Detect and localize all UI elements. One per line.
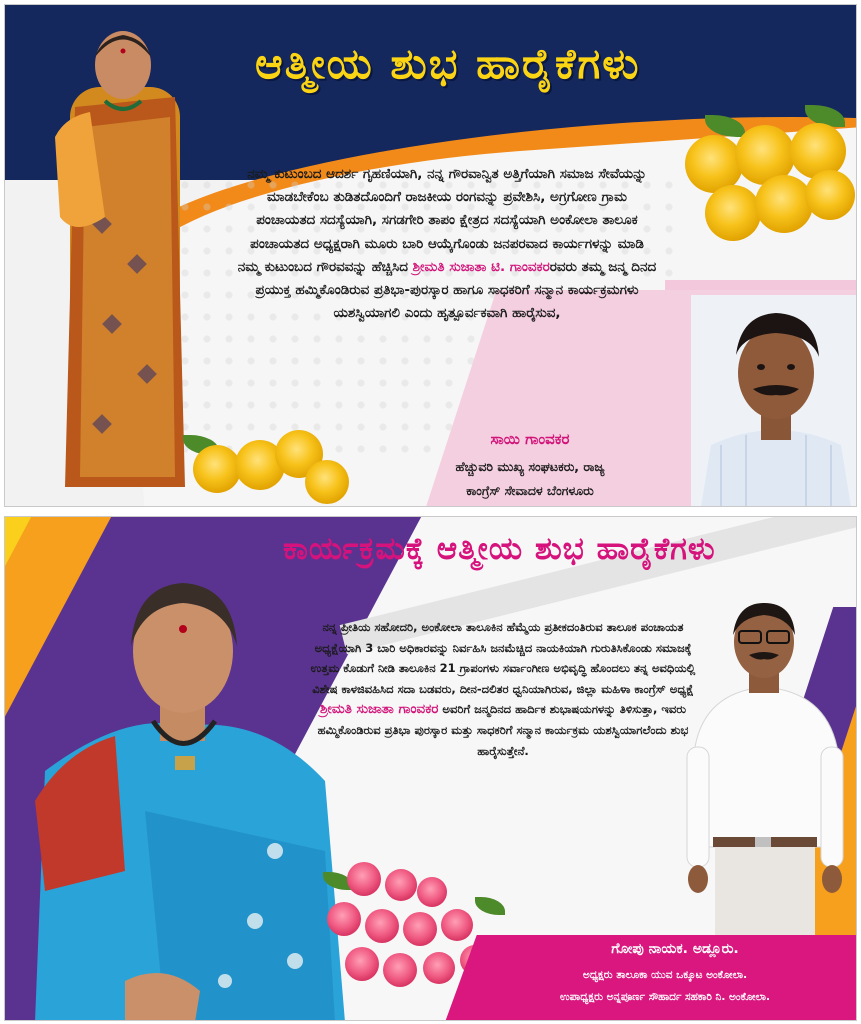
man-portrait-photo — [691, 295, 857, 507]
greeting-ad-top — [4, 4, 857, 507]
ad-top-signatory-org: ಕಾಂಗ್ರೆಸ್ ಸೇವಾದಳ ಬೆಂಗಳೂರು — [466, 483, 594, 498]
ad-bottom-signatory-title: ಅಧ್ಯಕ್ಷರು ತಾಲೂಕಾ ಯುವ ಒಕ್ಕೂಟ ಅಂಕೋಲಾ. — [582, 969, 748, 981]
ad-bottom-signatory-name: ಗೋಪು ನಾಯಕ. ಅಡ್ಲೂರು. — [611, 941, 739, 957]
ad-bottom-body-part2: ಅವರಿಗೆ ಜನ್ಮದಿನದ ಹಾರ್ದಿಕ ಶುಭಾಷಯಗಳನ್ನು ತಿಳಿಸುತ್ತಾ, ಇವರು ಹಮ್ಮಿಕೊಂಡಿರುವ ಪ್ರತಿಭಾ ಪುರಸ್ಕಾರ ಮತ್ತು ಸಾಧಕರಿಗೆ ಸನ್ಮಾನ ಕಾರ್ಯಕ್ರಮ ಯಶಸ್ವಿಯಾಗಲೆಂದು ಶುಭ ಹಾರೈಸುತ್ತೇನೆ. — [317, 702, 689, 758]
ad-bottom-body-part1: ನನ್ನ ಪ್ರೀತಿಯ ಸಹೋದರಿ, ಅಂಕೋಲಾ ತಾಲೂಕಿನ ಹೆಮ್ಮೆಯ ಪ್ರತೀಕದಂತಿರುವ ತಾಲೂಕ ಪಂಚಾಯತ ಅಧ್ಯಕ್ಷೆಯಾಗಿ 3 ಬಾರಿ ಅಧಿಕಾರವನ್ನು ನಿರ್ವಹಿಸಿ ಜನಮೆಚ್ಚಿದ ನಾಯಕಿಯಾಗಿ ಗುರುತಿಸಿಕೊಂಡು ಸಮಾಜಕ್ಕೆ ಉತ್ತಮ ಕೊಡುಗೆ ನೀಡಿ ತಾಲೂಕಿನ 21 ಗ್ರಾಪಂಗಳು ಸರ್ವಾಂಗೀಣ ಅಭಿವೃದ್ಧಿ ಹೊಂದಲು ತನ್ನ ಅವಧಿಯಲ್ಲಿ ವಿಶೇಷ ಕಾಳಜಿವಹಿಸಿದ ಸದಾ ಬಡವರು, ದೀನ-ದಲಿತರ ಧ್ವನಿಯಾಗಿರುವ, ಜಿಲ್ಲಾ ಮಹಿಳಾ ಕಾಂಗ್ರೆಸ್ ಅಧ್ಯಕ್ಷೆ — [310, 620, 696, 696]
ad-bottom-body — [303, 617, 703, 761]
ad-top-highlight-name: ಶ್ರೀಮತಿ ಸುಜಾತಾ ಟಿ. ಗಾಂವಕರ — [412, 258, 550, 275]
ad-top-title: ಆತ್ಮೀಯ ಶುಭ ಹಾರೈಕೆಗಳು — [255, 39, 641, 88]
ad-bottom-title: ಕಾರ್ಯಕ್ರಮಕ್ಕೆ ಆತ್ಮೀಯ ಶುಭ ಹಾರೈಕೆಗಳು — [283, 531, 716, 567]
ad-top-signatory-name: ಸಾಯಿ ಗಾಂವಕರ — [490, 430, 570, 448]
ad-bottom-highlight-name: ಶ್ರೀಮತಿ ಸುಜಾತಾ ಗಾಂವಕರ — [319, 701, 439, 718]
ad-bottom-signatory-org: ಉಪಾಧ್ಯಕ್ಷರು ಅನ್ನಪೂರ್ಣ ಸೌಹಾರ್ದ ಸಹಕಾರಿ ನಿ. ಅಂಕೋಲಾ. — [560, 991, 770, 1003]
woman-portrait-photo — [35, 17, 205, 497]
ad-top-signatory-title: ಹೆಚ್ಚುವರಿ ಮುಖ್ಯ ಸಂಘಟಕರು, ರಾಜ್ಯ — [455, 459, 605, 474]
ad-top-body-part1: ನಮ್ಮ ಕುಟುಂಬದ ಆದರ್ಶ ಗೃಹಣಿಯಾಗಿ, ನನ್ನ ಗೌರವಾನ್ವಿತ ಅತ್ತಿಗೆಯಾಗಿ ಸಮಾಜ ಸೇವೆಯನ್ನು ಮಾಡಬೇಕೆಂಬ ತುಡಿತದೊಂದಿಗೆ ರಾಜಕೀಯ ರಂಗವನ್ನು ಪ್ರವೇಶಿಸಿ, ಅಗ್ರಗೋಣ ಗ್ರಾಮ ಪಂಚಾಯತದ ಸದಸ್ಯೆಯಾಗಿ, ಸಗಡಗೇರಿ ತಾಪಂ ಕ್ಷೇತ್ರದ ಸದಸ್ಯೆಯಾಗಿ ಅಂಕೋಲಾ ತಾಲೂಕ ಪಂಚಾಯತದ ಅಧ್ಯಕ್ಷರಾಗಿ ಮೂರು ಬಾರಿ ಆಯ್ಕೆಗೊಂಡು ಜನಪರವಾದ ಕಾರ್ಯಗಳನ್ನು ಮಾಡಿ ನಮ್ಮ ಕುಟುಂಬದ ಗೌರವವನ್ನು ಹೆಚ್ಚಿಸಿದ — [237, 166, 647, 275]
ad-top-body-part2: ರವರು ತಮ್ಮ ಜನ್ಮ ದಿನದ ಪ್ರಯುಕ್ತ ಹಮ್ಮಿಕೊಂಡಿರುವ ಪ್ರತಿಭಾ-ಪುರಸ್ಕಾರ ಹಾಗೂ ಸಾಧಕರಿಗೆ ಸನ್ಮಾನ ಕಾರ್ಯಕ್ರಮಗಳು ಯಶಸ್ವಿಯಾಗಲಿ ಎಂದು ಹೃತ್ಪೂರ್ವಕವಾಗಿ ಹಾರೈಸುವ, — [255, 258, 657, 322]
greeting-ad-bottom — [4, 516, 857, 1021]
ad-top-body — [237, 163, 657, 325]
woman-portrait-photo-2 — [25, 551, 345, 1021]
man-portrait-photo-2 — [675, 597, 855, 937]
